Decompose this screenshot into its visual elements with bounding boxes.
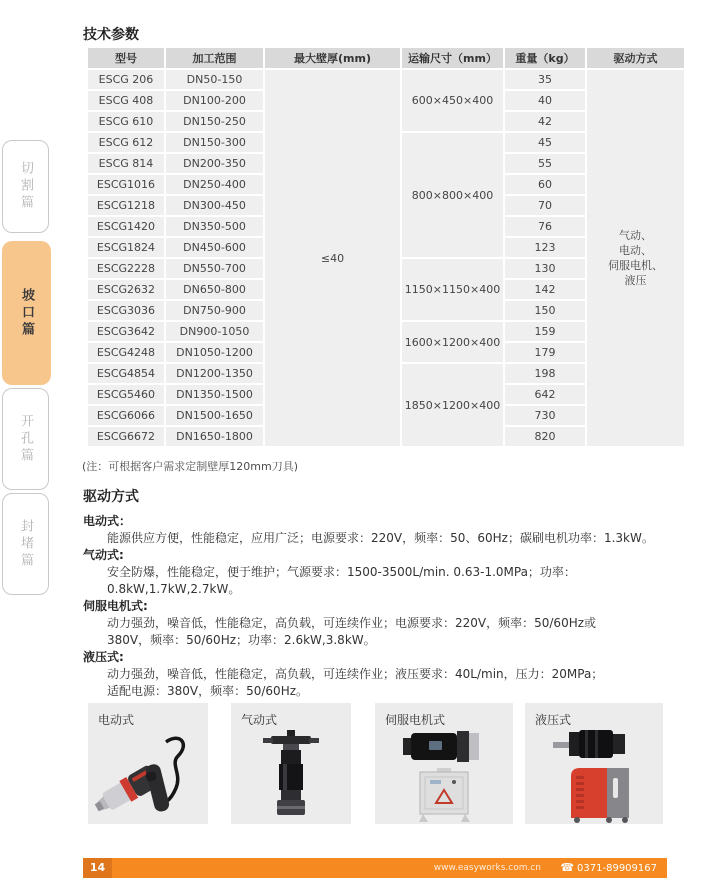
range-cell: DN150-250 — [166, 112, 263, 131]
col-header-range: 加工范围 — [166, 48, 263, 68]
range-cell: DN100-200 — [166, 91, 263, 110]
model-cell: ESCG2228 — [88, 259, 164, 278]
product-label: 电动式 — [98, 713, 135, 727]
col-header-model: 型号 — [88, 48, 164, 68]
weight-cell: 76 — [505, 217, 585, 236]
weight-cell: 642 — [505, 385, 585, 404]
range-cell: DN900-1050 — [166, 322, 263, 341]
weight-cell: 35 — [505, 70, 585, 89]
weight-cell: 40 — [505, 91, 585, 110]
sidebar-tab-beveling[interactable] — [2, 241, 51, 385]
drive-modes-cell: 气动、 电动、 伺服电机、 液压 — [587, 70, 684, 446]
weight-cell: 730 — [505, 406, 585, 425]
electric-drill-image — [88, 728, 208, 824]
tech-params-table — [86, 46, 686, 448]
weight-cell: 55 — [505, 154, 585, 173]
product-card-electric — [88, 703, 208, 824]
col-header-transport-size: 运输尺寸（mm） — [402, 48, 503, 68]
drive-type-description: 380V，频率：50/60Hz；功率：2.6kW,3.8kW。 — [107, 633, 376, 647]
model-cell: ESCG3036 — [88, 301, 164, 320]
drive-type-label: 液压式: — [83, 650, 124, 664]
drive-type-label: 气动式: — [83, 548, 124, 562]
drive-type-label: 电动式： — [83, 514, 132, 528]
model-cell: ESCG1016 — [88, 175, 164, 194]
range-cell: DN50-150 — [166, 70, 263, 89]
weight-cell: 130 — [505, 259, 585, 278]
drive-type-description: 能源供应方便，性能稳定，应用广泛；电源要求：220V，频率：50、60Hz；碳刷电机功率：1.3kW。 — [107, 531, 654, 545]
footer-bar — [83, 858, 667, 878]
website-text: www.easyworks.com.cn — [433, 863, 541, 873]
model-cell: ESCG 408 — [88, 91, 164, 110]
model-cell: ESCG4248 — [88, 343, 164, 362]
phone-block — [560, 858, 657, 879]
model-cell: ESCG6672 — [88, 427, 164, 446]
model-cell: ESCG 612 — [88, 133, 164, 152]
tab-label: 开孔篇 — [18, 413, 33, 465]
range-cell: DN550-700 — [166, 259, 263, 278]
weight-cell: 150 — [505, 301, 585, 320]
range-cell: DN350-500 — [166, 217, 263, 236]
weight-cell: 123 — [505, 238, 585, 257]
weight-cell: 60 — [505, 175, 585, 194]
product-card-pneumatic — [231, 703, 351, 824]
transport-size-cell: 1600×1200×400 — [402, 322, 503, 362]
product-label: 气动式 — [241, 713, 278, 727]
tab-label: 封堵篇 — [18, 518, 33, 570]
sidebar-tab-plugging[interactable] — [2, 493, 49, 595]
transport-size-cell: 1850×1200×400 — [402, 364, 503, 446]
sidebar-tab-hole-opening[interactable] — [2, 388, 49, 490]
range-cell: DN1050-1200 — [166, 343, 263, 362]
drive-type-description: 安全防爆，性能稳定，便于维护；气源要求：1500-3500L/min. 0.63-1.0MPa；功率： — [107, 565, 576, 579]
model-cell: ESCG3642 — [88, 322, 164, 341]
range-cell: DN1500-1650 — [166, 406, 263, 425]
weight-cell: 142 — [505, 280, 585, 299]
weight-cell: 45 — [505, 133, 585, 152]
tech-params-title: 技术参数 — [83, 27, 139, 43]
model-cell: ESCG5460 — [88, 385, 164, 404]
page-number: 14 — [83, 858, 112, 878]
drive-type-description: 动力强劲，噪音低，性能稳定，高负载，可连续作业；液压要求：40L/min，压力：20MPa； — [107, 667, 604, 681]
range-cell: DN650-800 — [166, 280, 263, 299]
col-header-weight: 重量（kg） — [505, 48, 585, 68]
wall-thickness-cell: ≤40 — [265, 70, 400, 446]
transport-size-cell: 800×800×400 — [402, 133, 503, 257]
drive-type-description: 动力强劲，噪音低，性能稳定，高负载，可连续作业；电源要求：220V，频率：50/60Hz或 — [107, 616, 597, 630]
range-cell: DN1650-1800 — [166, 427, 263, 446]
hydraulic-unit-image — [525, 728, 663, 824]
model-cell: ESCG1824 — [88, 238, 164, 257]
weight-cell: 159 — [505, 322, 585, 341]
weight-cell: 70 — [505, 196, 585, 215]
table-note: (注：可根据客户需求定制壁厚120mm刀具) — [82, 460, 299, 473]
model-cell: ESCG1218 — [88, 196, 164, 215]
drive-section-title: 驱动方式 — [83, 489, 139, 505]
table-body — [88, 70, 684, 446]
model-cell: ESCG2632 — [88, 280, 164, 299]
product-card-hydraulic — [525, 703, 663, 824]
col-header-drive-mode: 驱动方式 — [587, 48, 684, 68]
drive-mode-section — [83, 486, 689, 700]
transport-size-cell: 600×450×400 — [402, 70, 503, 131]
col-header-wall-thickness: 最大壁厚(mm) — [265, 48, 400, 68]
product-label: 液压式 — [535, 713, 572, 727]
weight-cell: 820 — [505, 427, 585, 446]
model-cell: ESCG4854 — [88, 364, 164, 383]
servo-motor-image — [375, 728, 513, 824]
range-cell: DN1200-1350 — [166, 364, 263, 383]
tab-label: 坡口篇 — [19, 287, 34, 339]
range-cell: DN200-350 — [166, 154, 263, 173]
table-header — [88, 48, 684, 68]
phone-icon: ☎ — [560, 861, 575, 874]
pneumatic-motor-image — [231, 728, 351, 824]
range-cell: DN1350-1500 — [166, 385, 263, 404]
product-card-servo — [375, 703, 513, 824]
product-label: 伺服电机式 — [385, 713, 446, 727]
model-cell: ESCG 610 — [88, 112, 164, 131]
transport-size-cell: 1150×1150×400 — [402, 259, 503, 320]
drive-type-label: 伺服电机式: — [83, 599, 148, 613]
model-cell: ESCG1420 — [88, 217, 164, 236]
range-cell: DN750-900 — [166, 301, 263, 320]
range-cell: DN250-400 — [166, 175, 263, 194]
range-cell: DN450-600 — [166, 238, 263, 257]
model-cell: ESCG 206 — [88, 70, 164, 89]
drive-type-description: 0.8kW,1.7kW,2.7kW。 — [107, 582, 241, 596]
range-cell: DN300-450 — [166, 196, 263, 215]
weight-cell: 179 — [505, 343, 585, 362]
drive-type-description: 适配电源：380V，频率：50/60Hz。 — [107, 684, 309, 698]
model-cell: ESCG 814 — [88, 154, 164, 173]
table-row — [88, 70, 684, 89]
model-cell: ESCG6066 — [88, 406, 164, 425]
range-cell: DN150-300 — [166, 133, 263, 152]
tab-label: 切割篇 — [18, 161, 33, 212]
sidebar-tab-cutting[interactable] — [2, 140, 49, 233]
drive-items — [83, 513, 689, 700]
weight-cell: 198 — [505, 364, 585, 383]
weight-cell: 42 — [505, 112, 585, 131]
header-row — [88, 48, 684, 68]
phone-number: 0371-89909167 — [577, 863, 657, 874]
